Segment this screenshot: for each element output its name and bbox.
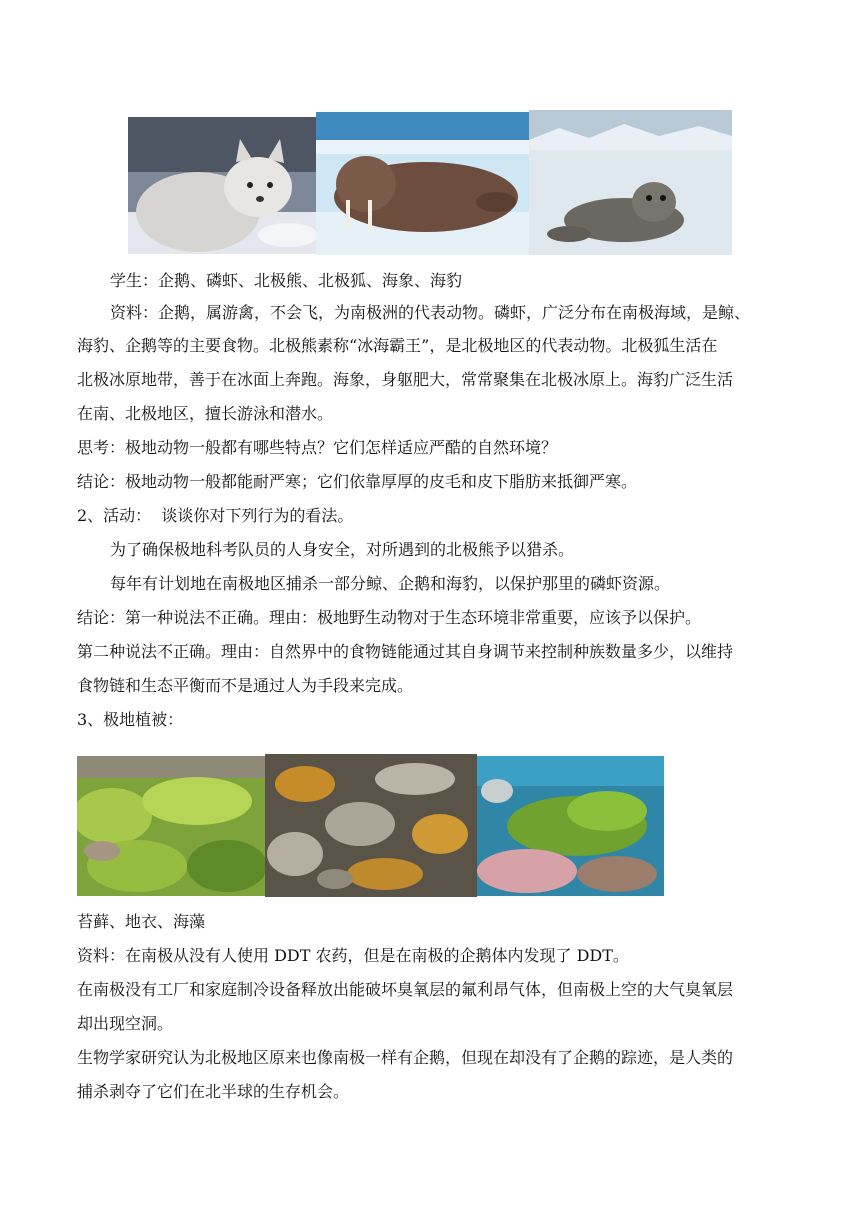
seaweed-photo xyxy=(477,756,664,896)
info-paragraph-line-3: 北极冰原地带，善于在冰面上奔跑。海象，身躯肥大，常常聚集在北极冰原上。海豹广泛生活 xyxy=(77,370,734,389)
ozone-info-line-1: 在南极没有工厂和家庭制冷设备释放出能破坏臭氧层的氟利昂气体，但南极上空的大气臭氧层 xyxy=(77,980,734,999)
activity-item-1: 为了确保极地科考队员的人身安全，对所遇到的北极熊予以猎杀。 xyxy=(110,540,575,559)
think-question: 思考：极地动物一般都有哪些特点？它们怎样适应严酷的自然环境？ xyxy=(77,438,558,457)
lichen-photo xyxy=(265,754,477,897)
seal-photo xyxy=(529,110,732,255)
conclusion-2-line-1: 结论：第一种说法不正确。理由：极地野生动物对于生态环境非常重要，应该予以保护。 xyxy=(77,608,702,627)
students-animals-line: 学生：企鹅、磷虾、北极熊、北极狐、海象、海豹 xyxy=(110,271,463,290)
activity-title: 2、活动： 谈谈你对下列行为的看法。 xyxy=(77,506,354,525)
penguin-info-line-1: 生物学家研究认为北极地区原来也像南极一样有企鹅，但现在却没有了企鹅的踪迹，是人类的 xyxy=(77,1048,734,1067)
info-paragraph-line-2: 海豹、企鹅等的主要食物。北极熊素称“冰海霸王”，是北极地区的代表动物。北极狐生活在 xyxy=(77,336,718,355)
info-paragraph-line-1: 资料：企鹅，属游禽，不会飞，为南极洲的代表动物。磷虾，广泛分布在南极海域，是鲸、 xyxy=(110,303,751,322)
arctic-fox-photo xyxy=(128,117,316,254)
ddt-info: 资料：在南极从没有人使用 DDT 农药，但是在南极的企鹅体内发现了 DDT。 xyxy=(77,946,629,965)
info-paragraph-line-4: 在南、北极地区，擅长游泳和潜水。 xyxy=(77,404,334,423)
activity-item-2: 每年有计划地在南极地区捕杀一部分鲸、企鹅和海豹，以保护那里的磷虾资源。 xyxy=(110,574,671,593)
vegetation-title: 3、极地植被： xyxy=(77,710,184,729)
ozone-info-line-2: 却出现空洞。 xyxy=(77,1014,174,1033)
plants-line: 苔藓、地衣、海藻 xyxy=(77,912,206,931)
moss-photo xyxy=(77,756,265,896)
conclusion-2-line-2: 第二种说法不正确。理由：自然界中的食物链能通过其自身调节来控制种族数量多少，以维持 xyxy=(77,642,734,661)
penguin-info-line-2: 捕杀剥夺了它们在北半球的生存机会。 xyxy=(77,1082,350,1101)
conclusion-2-line-3: 食物链和生态平衡而不是通过人为手段来完成。 xyxy=(77,676,414,695)
conclusion-1: 结论：极地动物一般都能耐严寒；它们依靠厚厚的皮毛和皮下脂肪来抵御严寒。 xyxy=(77,472,638,491)
walrus-photo xyxy=(316,112,529,255)
